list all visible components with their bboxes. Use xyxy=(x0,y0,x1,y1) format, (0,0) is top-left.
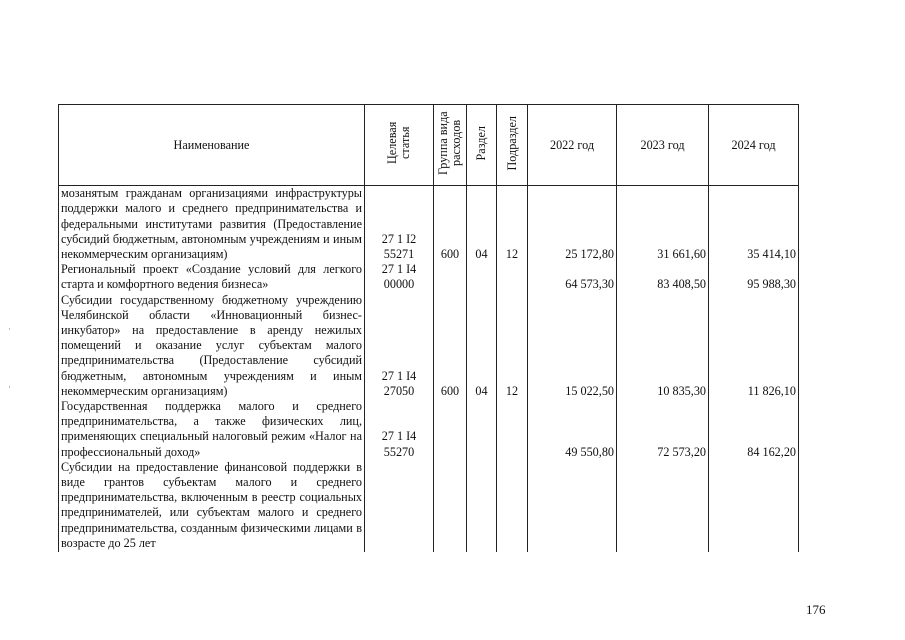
cell-y2022: 15 022,50 xyxy=(528,293,617,399)
cell-group xyxy=(434,399,467,460)
margin-marks: · · xyxy=(8,324,11,392)
cell-section xyxy=(467,460,497,552)
cell-subsection xyxy=(497,262,528,292)
cell-section: 04 xyxy=(467,293,497,399)
cell-y2023: 72 573,20 xyxy=(617,399,709,460)
cell-y2022: 49 550,80 xyxy=(528,399,617,460)
cell-target xyxy=(365,460,434,552)
cell-section xyxy=(467,262,497,292)
table-row xyxy=(59,262,799,292)
cell-y2024: 95 988,30 xyxy=(709,262,799,292)
table-row xyxy=(59,399,799,460)
cell-group: 600 xyxy=(434,293,467,399)
cell-target: 27 1 I4 00000 xyxy=(365,262,434,292)
cell-y2023: 31 661,60 xyxy=(617,186,709,263)
table-body xyxy=(59,186,799,552)
table-row xyxy=(59,293,799,399)
cell-name: мозанятым гражданам организациями инфраструктуры поддержки малого и среднего предпринимательства и федеральными институтами развития (Предоставление субсидий бюджетным, автономным учреждениям и иным некоммерческим организациям) xyxy=(59,186,365,263)
cell-group xyxy=(434,262,467,292)
budget-table xyxy=(58,104,799,552)
page-number: 176 xyxy=(806,602,826,617)
header-group: Группа вида расходов xyxy=(434,105,467,186)
cell-y2024: 35 414,10 xyxy=(709,186,799,263)
cell-y2022: 64 573,30 xyxy=(528,262,617,292)
cell-group xyxy=(434,460,467,552)
cell-subsection: 12 xyxy=(497,293,528,399)
cell-name: Государственная поддержка малого и среднего предпринимательства, а также физических лиц, применяющих специальный налоговый режим «Налог на профессиональный доход» xyxy=(59,399,365,460)
header-target: Целевая статья xyxy=(365,105,434,186)
cell-group: 600 xyxy=(434,186,467,263)
cell-y2023: 10 835,30 xyxy=(617,293,709,399)
header-section: Раздел xyxy=(467,105,497,186)
cell-y2022: 25 172,80 xyxy=(528,186,617,263)
header-2022: 2022 год xyxy=(528,105,617,186)
cell-name: Субсидии государственному бюджетному учреждению Челябинской области «Инновационный бизнес-инкубатор» на предоставление в аренду нежилых помещений и оказание услуг субъектам малого предпринимательства (Предоставление субсидий бюджетным, автономным учреждениям и иным некоммерческим организациям) xyxy=(59,293,365,399)
cell-y2024 xyxy=(709,460,799,552)
cell-y2024: 84 162,20 xyxy=(709,399,799,460)
cell-target: 27 1 I4 55270 xyxy=(365,399,434,460)
cell-section: 04 xyxy=(467,186,497,263)
cell-subsection: 12 xyxy=(497,186,528,263)
cell-subsection xyxy=(497,460,528,552)
cell-name: Субсидии на предоставление финансовой поддержки в виде грантов субъектам малого и среднего предпринимательства, включенным в реестр социальных предпринимателей, или субъектам малого и среднего предпринимательства, созданным физическими лицами в возрасте до 25 лет xyxy=(59,460,365,552)
table-row xyxy=(59,460,799,552)
cell-target: 27 1 I2 55271 xyxy=(365,186,434,263)
cell-section xyxy=(467,399,497,460)
header-2024: 2024 год xyxy=(709,105,799,186)
cell-name: Региональный проект «Создание условий для легкого старта и комфортного ведения бизнеса» xyxy=(59,262,365,292)
table-row xyxy=(59,186,799,263)
cell-y2022 xyxy=(528,460,617,552)
header-name: Наименование xyxy=(59,105,365,186)
cell-y2023 xyxy=(617,460,709,552)
cell-y2024: 11 826,10 xyxy=(709,293,799,399)
cell-subsection xyxy=(497,399,528,460)
table-header xyxy=(59,105,799,186)
header-subsection: Подраздел xyxy=(497,105,528,186)
cell-y2023: 83 408,50 xyxy=(617,262,709,292)
header-2023: 2023 год xyxy=(617,105,709,186)
cell-target: 27 1 I4 27050 xyxy=(365,293,434,399)
